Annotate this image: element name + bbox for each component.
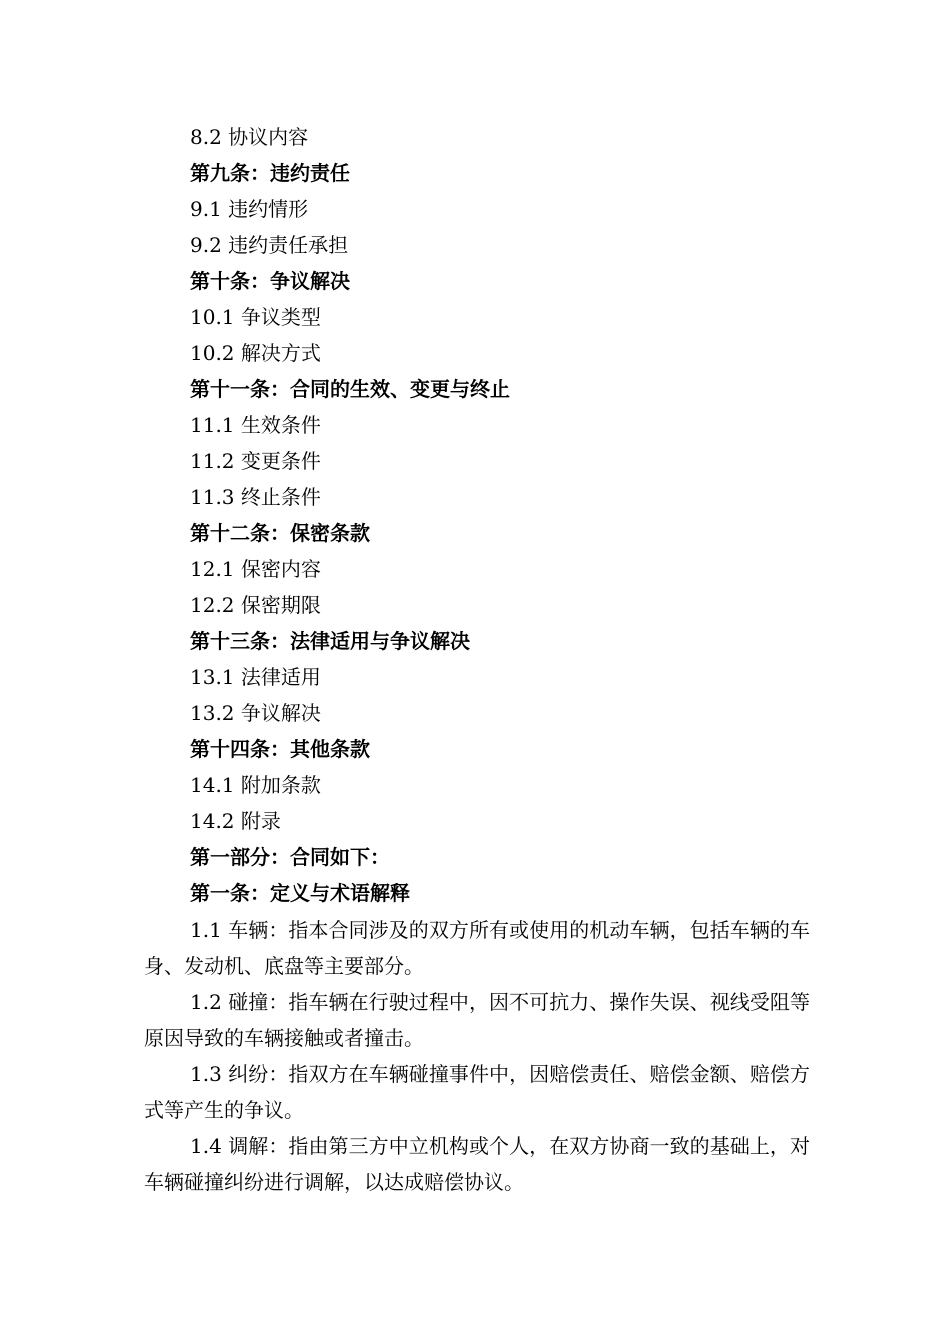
toc-line: 11.3 终止条件 bbox=[190, 485, 321, 509]
definition-paragraph: 1.1 车辆：指本合同涉及的双方所有或使用的机动车辆，包括车辆的车身、发动机、底盘等主要部分。 bbox=[144, 918, 810, 978]
toc-heading: 第十一条：合同的生效、变更与终止 bbox=[190, 377, 510, 401]
toc-line: 10.2 解决方式 bbox=[190, 341, 321, 365]
toc-line: 11.1 生效条件 bbox=[190, 413, 321, 437]
toc-heading: 第十二条：保密条款 bbox=[190, 521, 370, 545]
toc-line: 12.1 保密内容 bbox=[190, 557, 321, 581]
definition-paragraph: 1.3 纠纷：指双方在车辆碰撞事件中，因赔偿责任、赔偿金额、赔偿方式等产生的争议。 bbox=[144, 1062, 810, 1122]
article-heading: 第一条：定义与术语解释 bbox=[190, 881, 410, 905]
toc-line: 12.2 保密期限 bbox=[190, 593, 321, 617]
part-heading: 第一部分：合同如下： bbox=[190, 845, 390, 869]
definition-paragraph: 1.4 调解：指由第三方中立机构或个人，在双方协商一致的基础上，对车辆碰撞纠纷进行调解，以达成赔偿协议。 bbox=[144, 1134, 810, 1194]
toc-line: 9.1 违约情形 bbox=[190, 197, 309, 221]
toc-heading: 第十条：争议解决 bbox=[190, 269, 350, 293]
toc-line: 13.2 争议解决 bbox=[190, 701, 321, 725]
toc-line: 11.2 变更条件 bbox=[190, 449, 321, 473]
toc-heading: 第九条：违约责任 bbox=[190, 161, 350, 185]
toc-line: 10.1 争议类型 bbox=[190, 305, 321, 329]
toc-heading: 第十三条：法律适用与争议解决 bbox=[190, 629, 470, 653]
toc-line: 9.2 违约责任承担 bbox=[190, 233, 349, 257]
toc-line: 14.1 附加条款 bbox=[190, 773, 321, 797]
toc-line: 13.1 法律适用 bbox=[190, 665, 321, 689]
toc-heading: 第十四条：其他条款 bbox=[190, 737, 370, 761]
toc-line: 14.2 附录 bbox=[190, 809, 281, 833]
definition-paragraph: 1.2 碰撞：指车辆在行驶过程中，因不可抗力、操作失误、视线受阻等原因导致的车辆接触或者撞击。 bbox=[144, 990, 810, 1050]
toc-line: 8.2 协议内容 bbox=[190, 125, 309, 149]
